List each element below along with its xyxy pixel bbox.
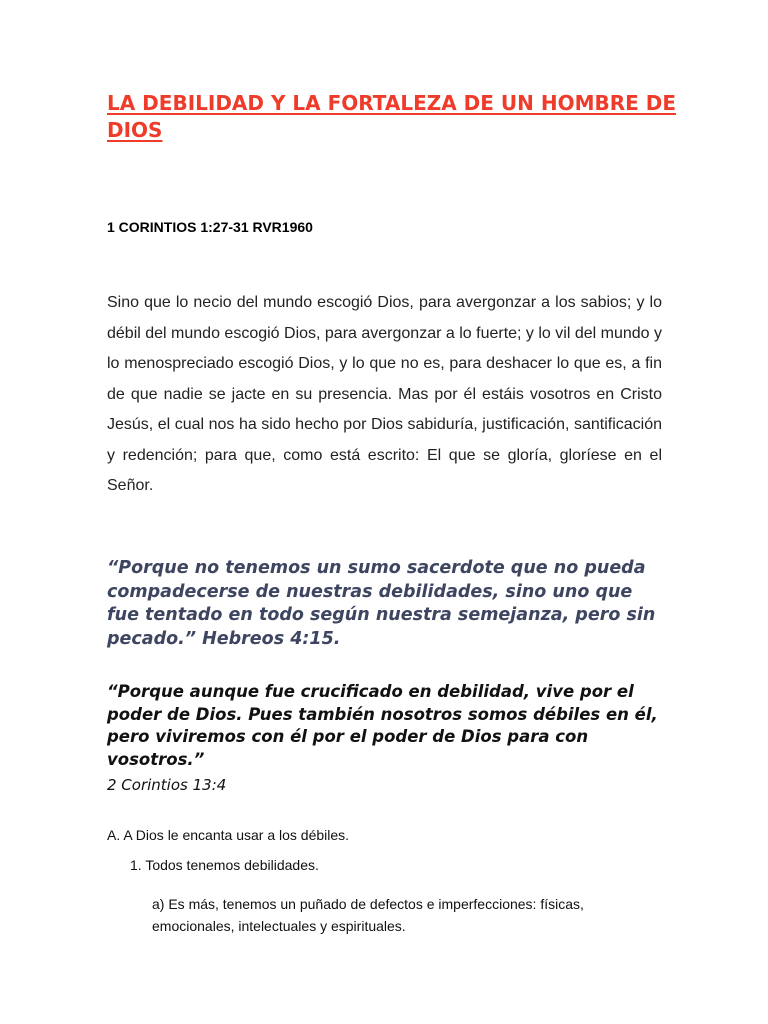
- scripture-text: Sino que lo necio del mundo escogió Dios, para avergonzar a los sabios; y lo débil del mundo escogió Dios, para avergonzar a lo fuerte; y lo vil del mundo y lo menospreciado escogió Dios, y lo que no es, para deshacer lo que es, a fin de que nadie se jacte en su presencia. Mas por él estáis vosotros en Cristo Jesús, el cual nos ha sido hecho por Dios sabiduría, justificación, santificación y redención; para que, como está escrito: El que se gloría, gloríese en el Señor.: [107, 294, 662, 494]
- scripture-reference: 1 CORINTIOS 1:27-31 RVR1960: [107, 219, 313, 235]
- outline-point-a: A. A Dios le encanta usar a los débiles.: [107, 827, 350, 843]
- quote-hebreos: “Porque no tenemos un sumo sacerdote que no pueda compadecerse de nuestras debilidades, sino uno que fue tentado en todo según nuestra semejanza, pero sin pecado.” Hebreos 4:15.: [107, 558, 656, 649]
- outline-point-1: 1. Todos tenemos debilidades.: [130, 857, 319, 873]
- document-title: LA DEBILIDAD Y LA FORTALEZA DE UN HOMBRE DE DIOS: [107, 91, 677, 142]
- outline-point-1a: a) Es más, tenemos un puñado de defectos e imperfecciones: físicas, emocionales, intelectuales y espirituales.: [152, 896, 584, 934]
- quote-corintios-reference: 2 Corintios 13:4: [107, 776, 227, 794]
- quote-corintios: “Porque aunque fue crucificado en debilidad, vive por el poder de Dios. Pues también nosotros somos débiles en él, pero viviremos con él por el poder de Dios para con vosotros.”: [107, 682, 658, 769]
